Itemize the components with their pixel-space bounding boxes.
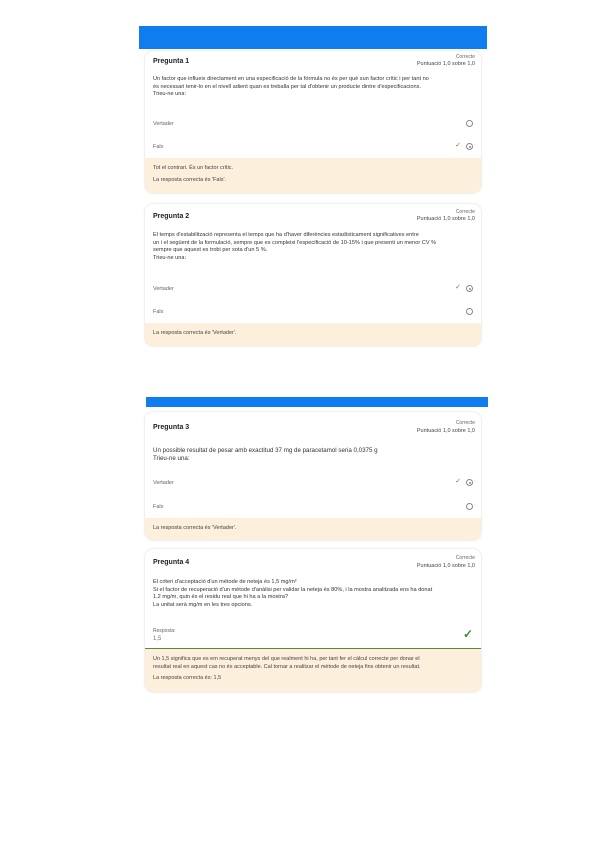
option-label: Vertader — [153, 121, 174, 127]
question-card — [145, 549, 481, 692]
radio-button[interactable] — [466, 308, 473, 315]
correct-answer-text: La resposta correcta és: 1,5 — [153, 675, 222, 681]
question-grade: Puntuació 1,0 sobre 1,0 — [416, 61, 475, 67]
radio-button[interactable] — [466, 479, 473, 486]
feedback-text: Un 1,5 significa que es em recuperat menys del que realment hi ha, per tant fer el càlcul correcte per donar el — [153, 656, 420, 662]
radio-button[interactable] — [466, 285, 473, 292]
question-number: Pregunta 3 — [153, 424, 190, 431]
correct-check-icon: ✓ — [462, 627, 473, 641]
answer-input[interactable]: 1,5 — [153, 636, 162, 642]
question-card — [145, 412, 481, 540]
option-fals[interactable] — [145, 307, 481, 319]
question-grade: Puntuació 1,0 sobre 1,0 — [416, 216, 475, 222]
question-card — [145, 204, 481, 346]
question-state: Correcte — [455, 555, 475, 561]
option-fals[interactable] — [145, 502, 481, 514]
question-number: Pregunta 4 — [153, 559, 190, 566]
correct-answer-text: La resposta correcta és 'Vertader'. — [153, 525, 237, 531]
correct-check-icon: ✓ — [455, 478, 461, 485]
question-grade: Puntuació 1,0 sobre 1,0 — [416, 563, 475, 569]
option-label: Fals — [153, 309, 164, 315]
radio-button[interactable] — [466, 120, 473, 127]
feedback-box — [145, 518, 481, 540]
answer-label: Resposta: — [153, 628, 176, 634]
correct-answer-text: La resposta correcta és 'Fals'. — [153, 177, 227, 183]
option-label: Vertader — [153, 480, 174, 486]
question-state: Correcte — [455, 420, 475, 426]
question-number: Pregunta 2 — [153, 213, 190, 220]
option-fals[interactable] — [145, 142, 481, 154]
question-text: Un factor que influeix directament en una especificació de la fórmula no és per què sun factor crític i per tant no és necessari tenir-lo en el nivell adient quan es treballa per tal d'obtenir un producte dintre d'especificacions. Trieu-ne una: — [153, 76, 429, 98]
question-text: El temps d'estabilització representa el temps que ha d'haver diferències estadísticament significatives entre un i el següent de la formulació, sempre que es compleixi l'especificació de 10-15% i que presenti un menor CV % sempre que aquest es trobi per sota d'un 5 %. Trieu-ne una: — [153, 232, 437, 261]
option-vertader[interactable] — [145, 119, 481, 131]
question-text: El criteri d'acceptació d'un mètode de neteja és 1,5 mg/m² Si el factor de recuperació d'un mètode d'anàlisi per validar la neteja és 80%, i la mostra analitzada ens ha donat 1,2 mg/m, quin és el residu real que hi ha a la mostra? La unitat serà mg/m en les tres opcions. — [153, 579, 433, 608]
question-text: Un possible resultat de pesar amb exactitud 37 mg de paracetamol seria 0,0375 g Trieu-ne una: — [153, 447, 378, 462]
feedback-box — [145, 649, 481, 692]
question-number: Pregunta 1 — [153, 58, 190, 65]
radio-button[interactable] — [466, 503, 473, 510]
option-label: Fals — [153, 504, 164, 510]
correct-check-icon: ✓ — [455, 284, 461, 291]
question-state: Correcte — [455, 54, 475, 60]
feedback-text: Tot el contrari. És un factor crític. — [153, 165, 234, 171]
feedback-text: resultat real en aquest cas no és acceptable. Cal tornar a realitzar el mètode de neteja fins obtenir un resultat. — [153, 664, 421, 670]
option-vertader[interactable] — [145, 478, 481, 490]
option-label: Fals — [153, 144, 164, 150]
question-card — [145, 51, 481, 193]
page-header-band — [146, 397, 488, 407]
question-grade: Puntuació 1,0 sobre 1,0 — [416, 428, 475, 434]
correct-check-icon: ✓ — [455, 142, 461, 149]
feedback-box — [145, 323, 481, 346]
option-vertader[interactable] — [145, 284, 481, 296]
option-label: Vertader — [153, 286, 174, 292]
feedback-box — [145, 158, 481, 193]
question-state: Correcte — [455, 209, 475, 215]
radio-button[interactable] — [466, 143, 473, 150]
correct-answer-text: La resposta correcta és 'Vertader'. — [153, 330, 237, 336]
page-header-band — [139, 26, 487, 49]
